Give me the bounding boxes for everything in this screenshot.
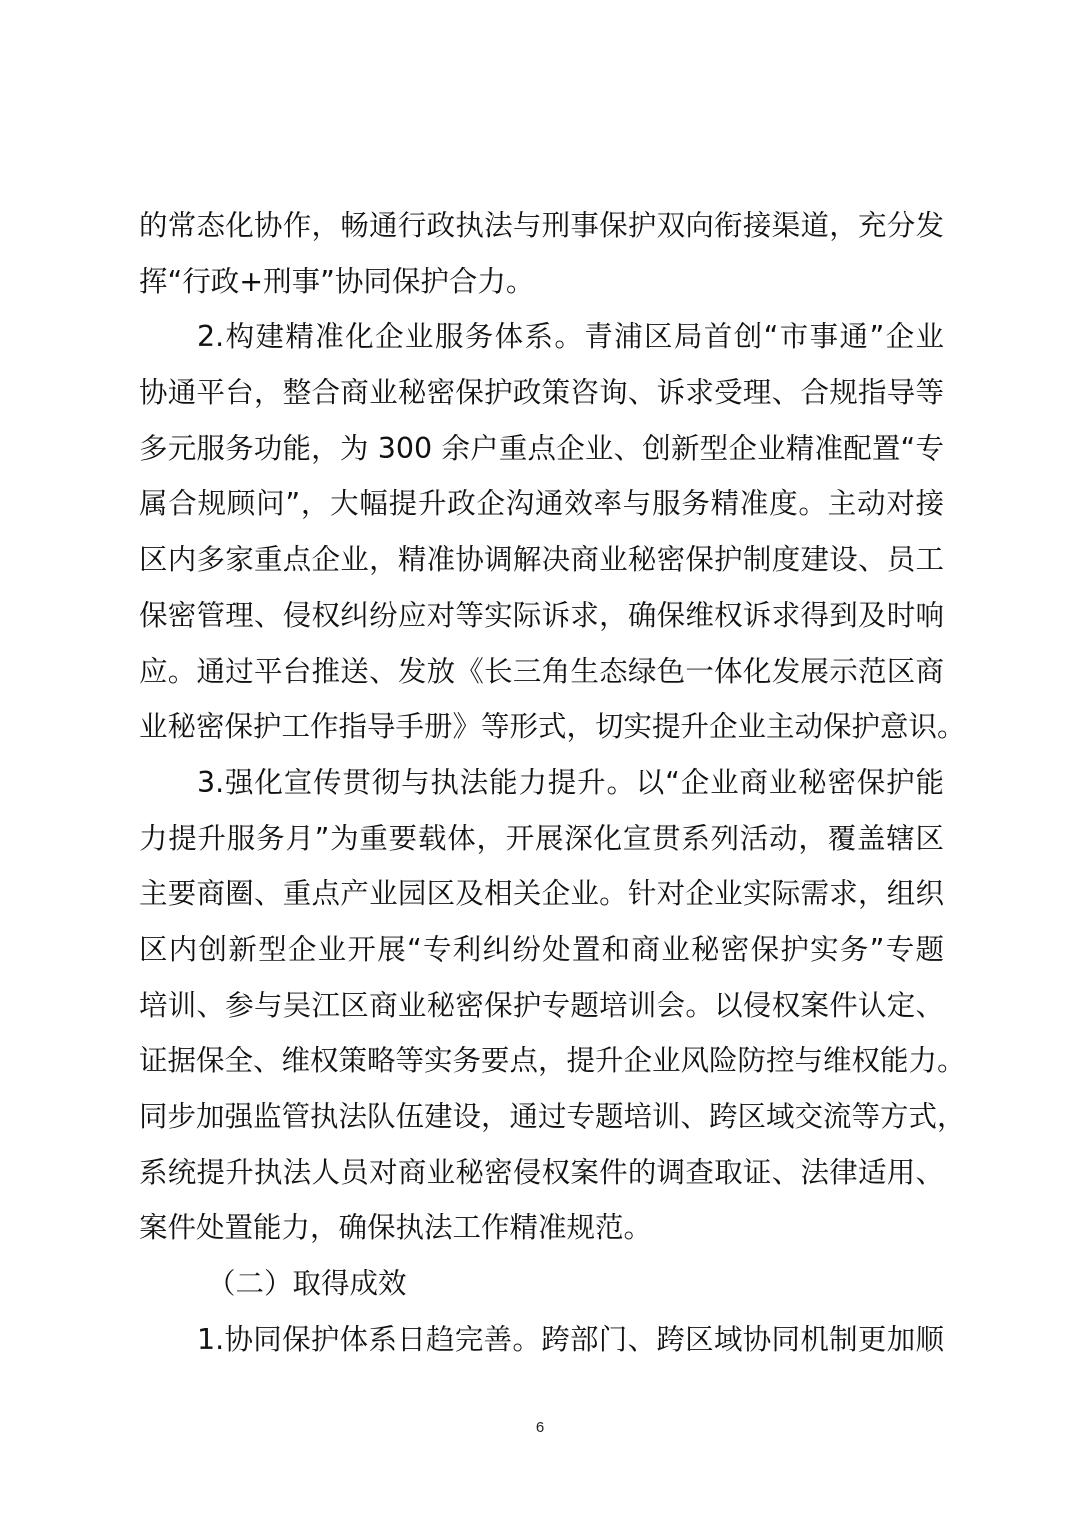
paragraph-start-line: 2.构建精准化企业服务体系。青浦区局首创“市事通”企业 <box>197 320 944 354</box>
text-line: 协通平台，整合商业秘密保护政策咨询、诉求受理、合规指导等 <box>139 376 944 410</box>
text-line: 区内多家重点企业，精准协调解决商业秘密保护制度建设、员工 <box>139 543 944 577</box>
text-line: 应。通过平台推送、发放《长三角生态绿色一体化发展示范区商 <box>139 654 944 688</box>
text-line: 主要商圈、重点产业园区及相关企业。针对企业实际需求，组织 <box>139 877 944 911</box>
text-line: 的常态化协作，畅通行政执法与刑事保护双向衔接渠道，充分发 <box>139 209 944 242</box>
paragraph-start-line: 1.协同保护体系日趋完善。跨部门、跨区域协同机制更加顺 <box>197 1322 944 1356</box>
text-line: 同步加强监管执法队伍建设，通过专题培训、跨区域交流等方式， <box>139 1100 966 1133</box>
section-heading: （二）取得成效 <box>207 1267 407 1301</box>
text-line: 培训、参与吴江区商业秘密保护专题培训会。以侵权案件认定、 <box>139 988 944 1022</box>
text-line: 系统提升执法人员对商业秘密侵权案件的调查取证、法律适用、 <box>139 1155 944 1189</box>
text-line: 案件处置能力，确保执法工作精准规范。 <box>139 1211 653 1245</box>
document-body <box>139 198 966 1367</box>
text-line: 证据保全、维权策略等实务要点，提升企业风险防控与维权能力。 <box>139 1044 966 1078</box>
text-line: 区内创新型企业开展“专利纠纷处置和商业秘密保护实务”专题 <box>139 932 944 966</box>
text-line: 业秘密保护工作指导手册》等形式，切实提升企业主动保护意识。 <box>139 710 966 744</box>
text-line: 保密管理、侵权纠纷应对等实际诉求，确保维权诉求得到及时响 <box>139 598 944 632</box>
text-line: 属合规顾问”，大幅提升政企沟通效率与服务精准度。主动对接 <box>139 487 944 521</box>
paragraph-start-line: 3.强化宣传贯彻与执法能力提升。以“企业商业秘密保护能 <box>197 765 944 799</box>
text-line: 挥“行政+刑事”协同保护合力。 <box>139 264 535 298</box>
text-line: 力提升服务月”为重要载体，开展深化宣贯系列活动，覆盖辖区 <box>139 821 944 855</box>
text-line: 多元服务功能，为 300 余户重点企业、创新型企业精准配置“专 <box>139 431 944 465</box>
page-number: 6 <box>535 1419 545 1436</box>
